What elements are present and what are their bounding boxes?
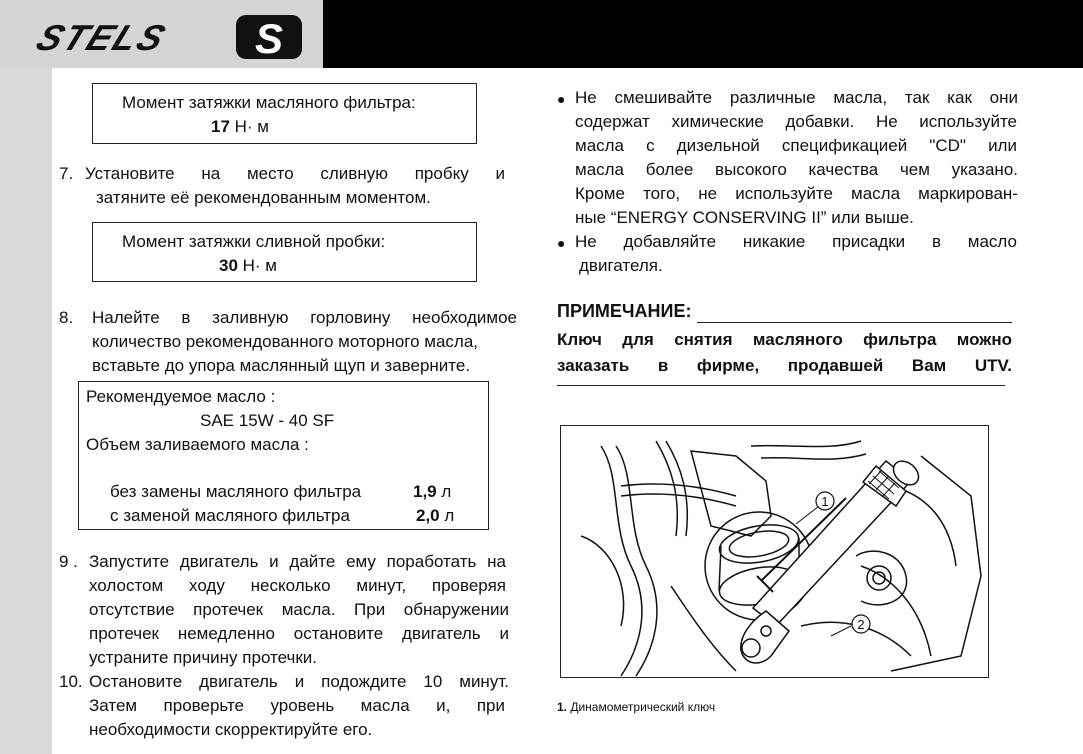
oil-row2-value: 2,0 л [416,506,455,525]
filter-torque-title: Момент затяжки масляного фильтра: [122,93,416,112]
filter-torque-value: 17 Н· м [211,117,269,136]
bullet1-line4: масла более высокого качества чем указано. [575,160,1018,179]
step7-line1: Установите на место сливную пробку и [85,164,505,183]
engine-line-drawing [561,426,989,678]
step8-line2: количество рекомендованного моторного масла, [92,332,479,351]
bullet2-line2: двигателя. [579,256,663,275]
oil-row2-label: с заменой масляного фильтра [110,506,350,525]
bullet1-line6: ные “ENERGY CONSERVING II” или выше. [575,208,914,227]
header-logo-area [0,0,323,68]
filter-torque-box [92,83,477,144]
svg-text:2: 2 [857,617,865,632]
callout-2 [852,615,870,633]
svg-text:1: 1 [821,494,829,509]
note-heading: ПРИМЕЧАНИЕ: [557,301,692,321]
step9-number: 9 . [59,552,78,571]
svg-text:S: S [254,15,284,62]
oil-recommended-label: Рекомендуемое масло : [86,387,276,406]
step10-number: 10. [59,672,83,691]
svg-text:STELS: STELS [30,17,174,58]
bullet-marker: ● [557,91,566,107]
figure-caption: 1. Динамометрический ключ [557,700,716,714]
torque-wrench-figure [560,425,989,678]
oil-spec-box [78,381,489,530]
oil-volume-label: Объем заливаемого масла : [86,435,309,454]
bullet1-line2: содержат химические добавки. Не используйте [575,112,1017,131]
step7-number: 7. [59,164,74,183]
note-bottom-rule [557,385,1005,386]
step9-line3: отсутствие протечек масла. При обнаружении [89,600,509,619]
bullet2-line1: Не добавляйте никакие присадки в масло [575,232,1017,251]
step9-line5: устраните причину протечки. [89,648,318,667]
step10-line2: Затем проверьте уровень масла и, при [89,696,505,715]
step7-line2: затяните её рекомендованным моментом. [96,188,431,207]
step9-line1: Запустите двигатель и дайте ему поработать на [89,552,506,571]
note-underline [697,322,1012,323]
step8-line1: Налейте в заливную горловину необходимое [92,308,517,327]
drain-torque-box [92,222,477,282]
bullet1-line5: Кроме того, не используйте масла маркирован- [575,184,1018,203]
oil-grade: SAE 15W - 40 SF [200,411,335,430]
oil-row1-label: без замены масляного фильтра [110,482,362,501]
bullet1-line3: масла с дизельной спецификацией "CD" или [575,136,1017,155]
header-black-band [323,0,1083,68]
note-line2: заказать в фирме, продавшей Вам UTV. [557,356,1012,375]
step8-number: 8. [59,308,74,327]
callout-1 [816,492,834,510]
drain-torque-title: Момент затяжки сливной пробки: [122,232,386,251]
note-line1: Ключ для снятия масляного фильтра можно [557,330,1012,349]
step10-line1: Остановите двигатель и подождите 10 минут. [89,672,509,691]
drain-torque-value: 30 Н· м [219,256,277,275]
stels-logo [14,10,314,62]
bullet-marker: ● [557,235,566,251]
step9-line2: холостом ходу несколько минут, проверяя [89,576,506,595]
step9-line4: протечек немедленно остановите двигатель и [89,624,509,643]
step10-line3: необходимости скорректируйте его. [89,720,373,739]
left-margin-strip [0,68,52,754]
bullet1-line1: Не смешивайте различные масла, так как они [575,88,1018,107]
oil-row1-value: 1,9 л [413,482,452,501]
step8-line3: вставьте до упора маслянный щуп и заверните. [92,356,471,375]
